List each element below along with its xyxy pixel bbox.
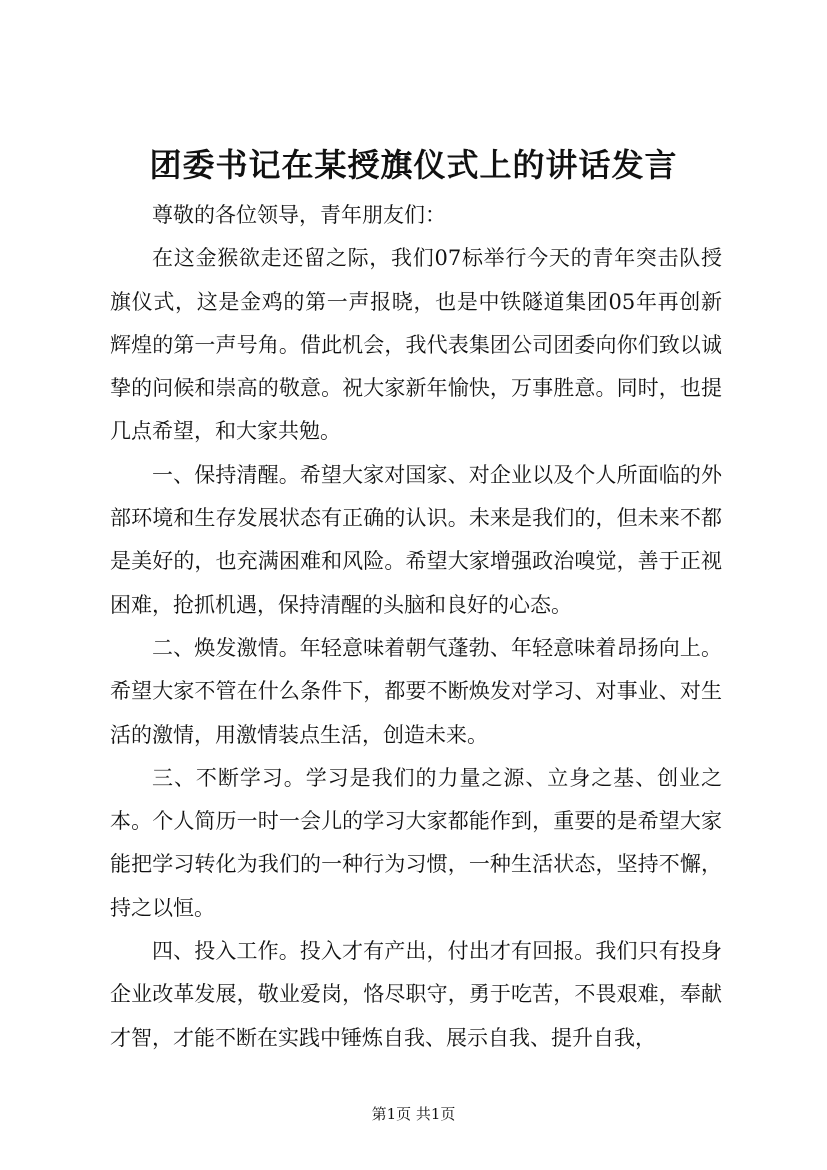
body-paragraph: 四、投入工作。投入才有产出，付出才有回报。我们只有投身企业改革发展，敬业爱岗，恪尽职守，勇于吃苦，不畏艰难，奉献才智，才能不断在实践中锤炼自我、展示自我、提升自我， [110, 939, 722, 1050]
document-title: 团委书记在某授旗仪式上的讲话发言 [149, 146, 678, 184]
body-paragraph: 一、保持清醒。希望大家对国家、对企业以及个人所面临的外部环境和生存发展状态有正确的认识。未来是我们的，但未来不都是美好的，也充满困难和风险。希望大家增强政治嗅觉，善于正视困难，抢抓机遇，保持清醒的头脑和良好的心态。 [110, 462, 722, 617]
document-body [110, 194, 722, 1060]
body-paragraph: 三、不断学习。学习是我们的力量之源、立身之基、创业之本。个人简历一时一会儿的学习大家都能作到，重要的是希望大家能把学习转化为我们的一种行为习惯，一种生活状态，坚持不懈，持之以恒。 [110, 765, 722, 920]
salutation-paragraph: 尊敬的各位领导，青年朋友们： [152, 203, 446, 227]
page-footer: 第1页 共1页 [371, 1105, 456, 1123]
body-paragraph: 二、焕发激情。年轻意味着朝气蓬勃、年轻意味着昂扬向上。希望大家不管在什么条件下，都要不断焕发对学习、对事业、对生活的激情，用激情装点生活，创造未来。 [110, 635, 722, 747]
body-paragraph: 在这金猴欲走还留之际，我们07标举行今天的青年突击队授旗仪式，这是金鸡的第一声报晓，也是中铁隧道集团05年再创新辉煌的第一声号角。借此机会，我代表集团公司团委向你们致以诚挚的问候和崇高的敬意。祝大家新年愉快，万事胜意。同时，也提几点希望，和大家共勉。 [110, 246, 722, 444]
